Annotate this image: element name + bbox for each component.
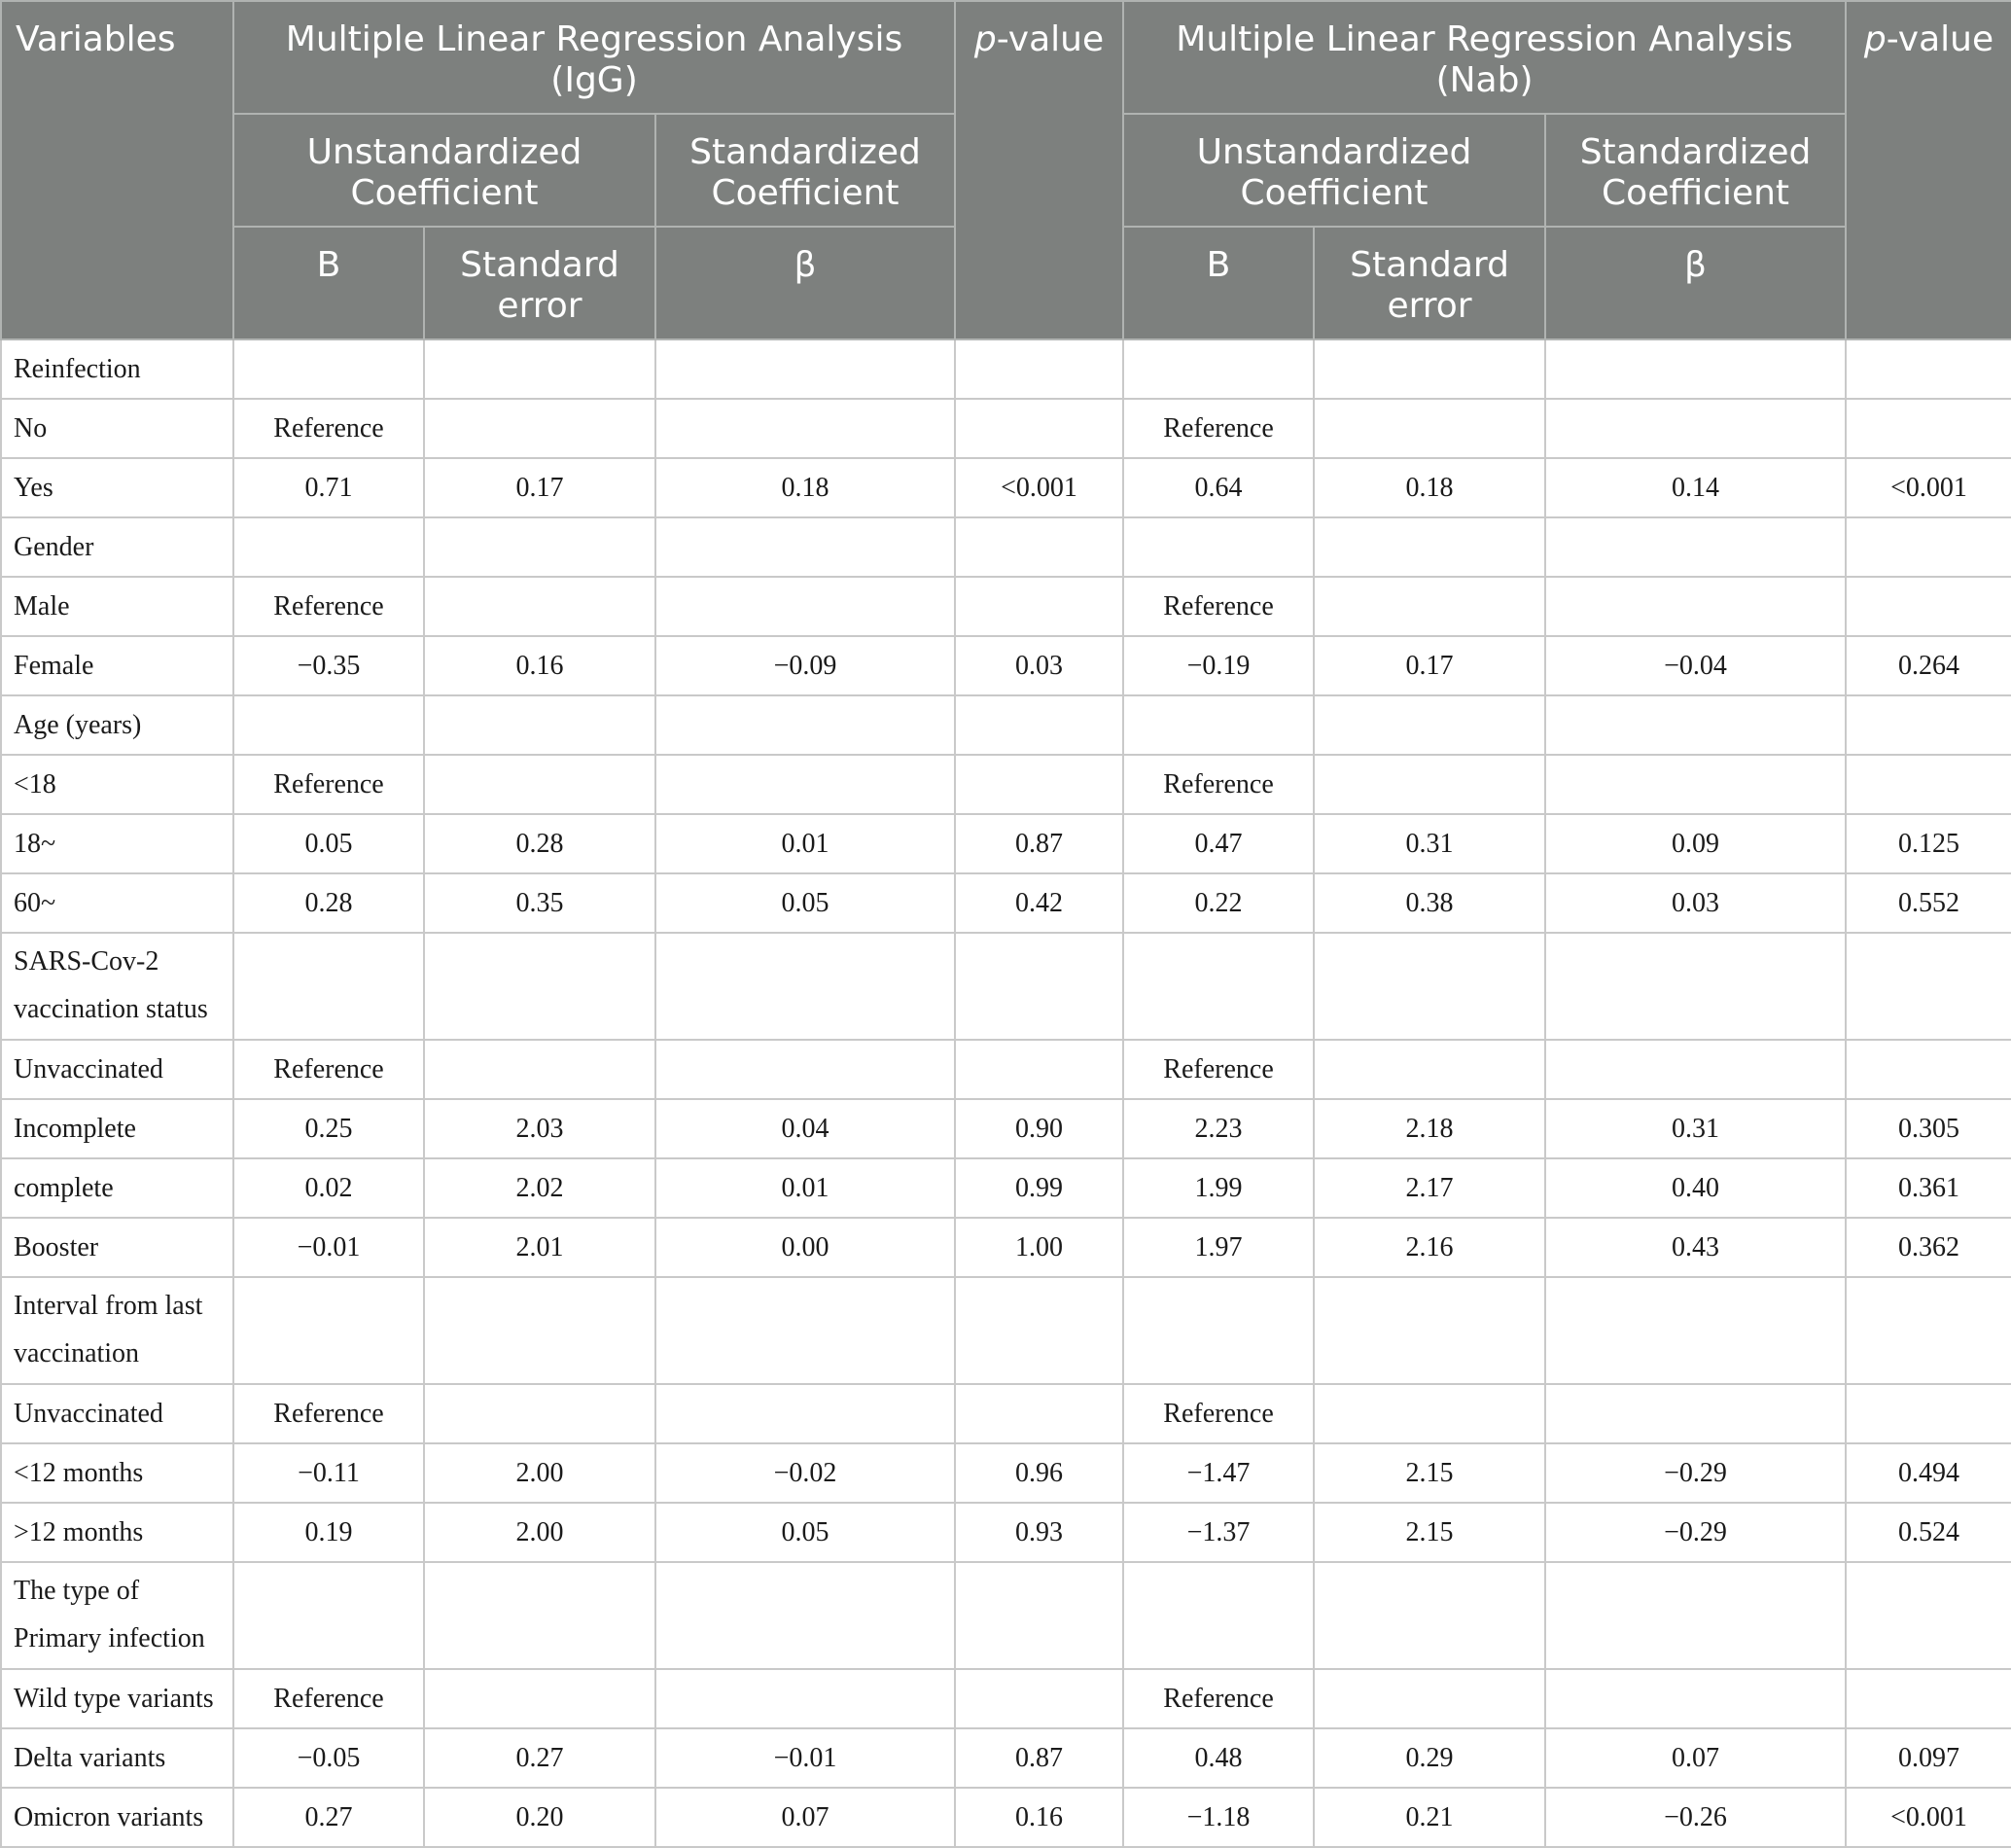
nab-beta-cell <box>1545 577 1846 636</box>
nab-pvalue-cell <box>1846 1669 2011 1728</box>
variable-cell: Female <box>1 636 233 695</box>
nab-beta-cell <box>1545 1040 1846 1099</box>
igg-pvalue-cell: 0.93 <box>955 1503 1123 1562</box>
nab-pvalue-cell <box>1846 1384 2011 1443</box>
nab-pvalue-cell <box>1846 695 2011 755</box>
table-row <box>1 695 2011 755</box>
variable-cell: Unvaccinated <box>1 1040 233 1099</box>
nab-se-cell <box>1314 1277 1545 1384</box>
table-row <box>1 1099 2011 1158</box>
table-row <box>1 399 2011 458</box>
variable-cell: 60~ <box>1 873 233 933</box>
table-row <box>1 1218 2011 1277</box>
igg-b-cell <box>233 1562 424 1669</box>
table-row <box>1 339 2011 399</box>
nab-beta-cell <box>1545 399 1846 458</box>
nab-pvalue-cell <box>1846 517 2011 577</box>
igg-se-cell <box>424 1669 655 1728</box>
igg-se-cell: 0.28 <box>424 814 655 873</box>
table-row <box>1 933 2011 1040</box>
nab-b-cell: 0.48 <box>1123 1728 1314 1788</box>
nab-pvalue-cell <box>1846 339 2011 399</box>
igg-pvalue-cell: 0.90 <box>955 1099 1123 1158</box>
nab-pvalue-cell <box>1846 1562 2011 1669</box>
nab-se-cell: 0.17 <box>1314 636 1545 695</box>
nab-b-cell: −1.37 <box>1123 1503 1314 1562</box>
nab-b-cell <box>1123 339 1314 399</box>
igg-beta-header: β <box>655 227 955 339</box>
igg-pvalue-cell <box>955 695 1123 755</box>
pvalue-suffix: -value <box>996 19 1105 59</box>
igg-beta-cell <box>655 1562 955 1669</box>
igg-se-cell <box>424 695 655 755</box>
nab-se-cell: 2.15 <box>1314 1443 1545 1503</box>
variable-cell: Interval from last vaccination <box>1 1277 233 1384</box>
variable-cell: >12 months <box>1 1503 233 1562</box>
nab-se-cell: 2.16 <box>1314 1218 1545 1277</box>
igg-se-cell: 2.01 <box>424 1218 655 1277</box>
igg-se-cell <box>424 1384 655 1443</box>
nab-beta-cell <box>1545 1384 1846 1443</box>
nab-b-cell: Reference <box>1123 755 1314 814</box>
nab-pvalue-cell <box>1846 755 2011 814</box>
igg-b-cell: −0.11 <box>233 1443 424 1503</box>
pvalue-p: p <box>1863 19 1887 59</box>
igg-analysis-header: Multiple Linear Regression Analysis (IgG) <box>233 1 955 114</box>
nab-beta-cell <box>1545 517 1846 577</box>
pvalue-p: p <box>973 19 997 59</box>
igg-se-cell: 0.16 <box>424 636 655 695</box>
igg-b-cell: 0.28 <box>233 873 424 933</box>
nab-b-cell: −0.19 <box>1123 636 1314 695</box>
nab-beta-cell: 0.09 <box>1545 814 1846 873</box>
variables-header: Variables <box>1 1 233 339</box>
nab-pvalue-cell: <0.001 <box>1846 458 2011 517</box>
table-row <box>1 1728 2011 1788</box>
table-row <box>1 1384 2011 1443</box>
igg-se-cell: 2.03 <box>424 1099 655 1158</box>
nab-beta-cell: −0.26 <box>1545 1788 1846 1847</box>
nab-beta-cell <box>1545 755 1846 814</box>
nab-beta-cell <box>1545 933 1846 1040</box>
igg-pvalue-header <box>955 1 1123 339</box>
igg-b-cell: Reference <box>233 1384 424 1443</box>
nab-beta-cell: 0.40 <box>1545 1158 1846 1218</box>
variable-cell: <18 <box>1 755 233 814</box>
variable-cell: Wild type variants <box>1 1669 233 1728</box>
table-row <box>1 1669 2011 1728</box>
nab-se-cell <box>1314 1384 1545 1443</box>
variable-cell: Male <box>1 577 233 636</box>
igg-b-cell: Reference <box>233 1040 424 1099</box>
nab-b-cell: 1.99 <box>1123 1158 1314 1218</box>
igg-b-cell <box>233 695 424 755</box>
igg-se-cell: 0.20 <box>424 1788 655 1847</box>
nab-b-cell: Reference <box>1123 1040 1314 1099</box>
variable-cell: <12 months <box>1 1443 233 1503</box>
nab-se-cell <box>1314 1562 1545 1669</box>
nab-se-cell <box>1314 755 1545 814</box>
igg-beta-cell: −0.02 <box>655 1443 955 1503</box>
nab-se-cell <box>1314 695 1545 755</box>
nab-pvalue-cell <box>1846 933 2011 1040</box>
table-row <box>1 1788 2011 1847</box>
igg-se-cell <box>424 577 655 636</box>
igg-beta-cell <box>655 1384 955 1443</box>
igg-se-cell: 2.02 <box>424 1158 655 1218</box>
nab-b-cell <box>1123 695 1314 755</box>
igg-b-cell: 0.71 <box>233 458 424 517</box>
nab-se-cell <box>1314 399 1545 458</box>
igg-beta-cell: 0.05 <box>655 873 955 933</box>
table-row <box>1 1040 2011 1099</box>
igg-pvalue-cell: <0.001 <box>955 458 1123 517</box>
igg-b-cell <box>233 339 424 399</box>
igg-pvalue-cell <box>955 1562 1123 1669</box>
igg-pvalue-cell: 0.87 <box>955 814 1123 873</box>
igg-se-cell: 0.27 <box>424 1728 655 1788</box>
igg-beta-cell <box>655 339 955 399</box>
igg-pvalue-cell: 0.87 <box>955 1728 1123 1788</box>
table-row <box>1 1158 2011 1218</box>
variable-cell: Incomplete <box>1 1099 233 1158</box>
nab-se-cell: 0.31 <box>1314 814 1545 873</box>
variable-cell: Yes <box>1 458 233 517</box>
igg-se-cell <box>424 1277 655 1384</box>
nab-pvalue-cell <box>1846 399 2011 458</box>
igg-pvalue-cell: 0.96 <box>955 1443 1123 1503</box>
igg-pvalue-cell: 0.03 <box>955 636 1123 695</box>
table-row <box>1 1443 2011 1503</box>
igg-beta-cell: −0.09 <box>655 636 955 695</box>
nab-pvalue-header <box>1846 1 2011 339</box>
igg-beta-cell <box>655 1669 955 1728</box>
nab-se-cell <box>1314 933 1545 1040</box>
igg-pvalue-cell <box>955 517 1123 577</box>
nab-beta-cell: 0.07 <box>1545 1728 1846 1788</box>
nab-pvalue-cell: <0.001 <box>1846 1788 2011 1847</box>
nab-beta-cell <box>1545 1669 1846 1728</box>
nab-pvalue-cell: 0.362 <box>1846 1218 2011 1277</box>
nab-beta-cell: 0.14 <box>1545 458 1846 517</box>
igg-b-header: B <box>233 227 424 339</box>
igg-se-cell <box>424 1040 655 1099</box>
nab-se-cell <box>1314 577 1545 636</box>
nab-beta-cell: 0.43 <box>1545 1218 1846 1277</box>
igg-b-cell <box>233 933 424 1040</box>
igg-se-cell <box>424 399 655 458</box>
nab-beta-cell <box>1545 1277 1846 1384</box>
igg-pvalue-cell <box>955 339 1123 399</box>
igg-se-cell: 2.00 <box>424 1443 655 1503</box>
igg-b-cell: Reference <box>233 399 424 458</box>
igg-unstandardized-header: Unstandardized Coefficient <box>233 114 655 227</box>
igg-pvalue-cell <box>955 933 1123 1040</box>
table-row <box>1 1503 2011 1562</box>
igg-b-cell <box>233 517 424 577</box>
nab-pvalue-cell: 0.494 <box>1846 1443 2011 1503</box>
igg-beta-cell: 0.00 <box>655 1218 955 1277</box>
nab-beta-cell: −0.29 <box>1545 1443 1846 1503</box>
nab-analysis-header: Multiple Linear Regression Analysis (Nab) <box>1123 1 1846 114</box>
igg-pvalue-cell <box>955 399 1123 458</box>
igg-pvalue-cell: 0.16 <box>955 1788 1123 1847</box>
pvalue-suffix: -value <box>1886 19 1994 59</box>
nab-standardized-header: Standardized Coefficient <box>1545 114 1846 227</box>
variable-cell: Delta variants <box>1 1728 233 1788</box>
table-row <box>1 517 2011 577</box>
igg-pvalue-cell <box>955 1384 1123 1443</box>
variable-cell: No <box>1 399 233 458</box>
igg-se-header: Standard error <box>424 227 655 339</box>
nab-pvalue-cell <box>1846 1040 2011 1099</box>
igg-beta-cell <box>655 933 955 1040</box>
igg-beta-cell <box>655 577 955 636</box>
nab-b-cell: Reference <box>1123 577 1314 636</box>
igg-beta-cell: 0.05 <box>655 1503 955 1562</box>
igg-pvalue-cell <box>955 755 1123 814</box>
nab-se-cell: 0.21 <box>1314 1788 1545 1847</box>
igg-beta-cell <box>655 695 955 755</box>
igg-se-cell <box>424 1562 655 1669</box>
nab-se-cell: 0.18 <box>1314 458 1545 517</box>
nab-se-cell <box>1314 339 1545 399</box>
igg-pvalue-cell <box>955 577 1123 636</box>
igg-b-cell <box>233 1277 424 1384</box>
igg-b-cell: −0.01 <box>233 1218 424 1277</box>
nab-se-cell <box>1314 1669 1545 1728</box>
nab-b-cell <box>1123 1562 1314 1669</box>
table-row <box>1 458 2011 517</box>
nab-b-cell: Reference <box>1123 1669 1314 1728</box>
table-row <box>1 755 2011 814</box>
nab-se-cell <box>1314 1040 1545 1099</box>
nab-pvalue-cell: 0.524 <box>1846 1503 2011 1562</box>
table-row <box>1 636 2011 695</box>
igg-b-cell: Reference <box>233 755 424 814</box>
nab-beta-cell <box>1545 695 1846 755</box>
igg-standardized-header: Standardized Coefficient <box>655 114 955 227</box>
igg-pvalue-cell <box>955 1277 1123 1384</box>
table-body <box>1 339 2011 1847</box>
variable-cell: Age (years) <box>1 695 233 755</box>
table-row <box>1 1562 2011 1669</box>
nab-se-cell: 0.38 <box>1314 873 1545 933</box>
igg-beta-cell <box>655 399 955 458</box>
table-row <box>1 577 2011 636</box>
igg-b-cell: Reference <box>233 577 424 636</box>
igg-se-cell: 0.35 <box>424 873 655 933</box>
igg-beta-cell <box>655 1277 955 1384</box>
igg-pvalue-cell: 0.42 <box>955 873 1123 933</box>
nab-b-cell: 0.47 <box>1123 814 1314 873</box>
variable-cell: Unvaccinated <box>1 1384 233 1443</box>
igg-se-cell <box>424 755 655 814</box>
nab-pvalue-cell: 0.125 <box>1846 814 2011 873</box>
igg-beta-cell <box>655 1040 955 1099</box>
nab-b-cell: 0.22 <box>1123 873 1314 933</box>
variable-cell: Omicron variants <box>1 1788 233 1847</box>
variable-cell: SARS-Cov-2 vaccination status <box>1 933 233 1040</box>
nab-b-cell <box>1123 517 1314 577</box>
table-row <box>1 1277 2011 1384</box>
nab-b-cell <box>1123 933 1314 1040</box>
table-row <box>1 873 2011 933</box>
variable-cell: The type of Primary infection <box>1 1562 233 1669</box>
nab-beta-cell: −0.29 <box>1545 1503 1846 1562</box>
igg-beta-cell: 0.04 <box>655 1099 955 1158</box>
table-row <box>1 814 2011 873</box>
igg-beta-cell: 0.01 <box>655 1158 955 1218</box>
nab-b-cell: Reference <box>1123 1384 1314 1443</box>
igg-b-cell: 0.25 <box>233 1099 424 1158</box>
nab-se-cell: 2.17 <box>1314 1158 1545 1218</box>
nab-se-cell: 0.29 <box>1314 1728 1545 1788</box>
igg-se-cell <box>424 339 655 399</box>
igg-se-cell: 0.17 <box>424 458 655 517</box>
nab-beta-cell: −0.04 <box>1545 636 1846 695</box>
nab-pvalue-cell: 0.552 <box>1846 873 2011 933</box>
igg-b-cell: 0.02 <box>233 1158 424 1218</box>
igg-b-cell: −0.35 <box>233 636 424 695</box>
nab-se-header: Standard error <box>1314 227 1545 339</box>
igg-pvalue-cell <box>955 1040 1123 1099</box>
igg-b-cell: 0.27 <box>233 1788 424 1847</box>
nab-pvalue-cell <box>1846 1277 2011 1384</box>
variable-cell: Booster <box>1 1218 233 1277</box>
igg-pvalue-cell: 1.00 <box>955 1218 1123 1277</box>
nab-b-cell: 0.64 <box>1123 458 1314 517</box>
igg-se-cell <box>424 517 655 577</box>
nab-b-header: B <box>1123 227 1314 339</box>
nab-unstandardized-header: Unstandardized Coefficient <box>1123 114 1545 227</box>
nab-beta-cell: 0.31 <box>1545 1099 1846 1158</box>
nab-pvalue-cell: 0.264 <box>1846 636 2011 695</box>
nab-b-cell <box>1123 1277 1314 1384</box>
variable-cell: Reinfection <box>1 339 233 399</box>
nab-beta-cell: 0.03 <box>1545 873 1846 933</box>
igg-beta-cell <box>655 755 955 814</box>
nab-se-cell: 2.15 <box>1314 1503 1545 1562</box>
nab-beta-cell <box>1545 1562 1846 1669</box>
nab-b-cell: −1.18 <box>1123 1788 1314 1847</box>
nab-pvalue-cell <box>1846 577 2011 636</box>
variable-cell: complete <box>1 1158 233 1218</box>
igg-b-cell: −0.05 <box>233 1728 424 1788</box>
igg-b-cell: 0.05 <box>233 814 424 873</box>
table-header <box>1 1 2011 339</box>
nab-b-cell: Reference <box>1123 399 1314 458</box>
igg-se-cell: 2.00 <box>424 1503 655 1562</box>
igg-beta-cell: −0.01 <box>655 1728 955 1788</box>
nab-pvalue-cell: 0.097 <box>1846 1728 2011 1788</box>
igg-b-cell: 0.19 <box>233 1503 424 1562</box>
nab-se-cell: 2.18 <box>1314 1099 1545 1158</box>
igg-beta-cell: 0.07 <box>655 1788 955 1847</box>
nab-pvalue-cell: 0.305 <box>1846 1099 2011 1158</box>
nab-pvalue-cell: 0.361 <box>1846 1158 2011 1218</box>
igg-beta-cell: 0.18 <box>655 458 955 517</box>
nab-b-cell: 1.97 <box>1123 1218 1314 1277</box>
nab-beta-cell <box>1545 339 1846 399</box>
variable-cell: 18~ <box>1 814 233 873</box>
igg-pvalue-cell <box>955 1669 1123 1728</box>
igg-beta-cell: 0.01 <box>655 814 955 873</box>
igg-pvalue-cell: 0.99 <box>955 1158 1123 1218</box>
variable-cell: Gender <box>1 517 233 577</box>
nab-beta-header: β <box>1545 227 1846 339</box>
nab-b-cell: 2.23 <box>1123 1099 1314 1158</box>
nab-b-cell: −1.47 <box>1123 1443 1314 1503</box>
nab-se-cell <box>1314 517 1545 577</box>
igg-beta-cell <box>655 517 955 577</box>
igg-b-cell: Reference <box>233 1669 424 1728</box>
igg-se-cell <box>424 933 655 1040</box>
